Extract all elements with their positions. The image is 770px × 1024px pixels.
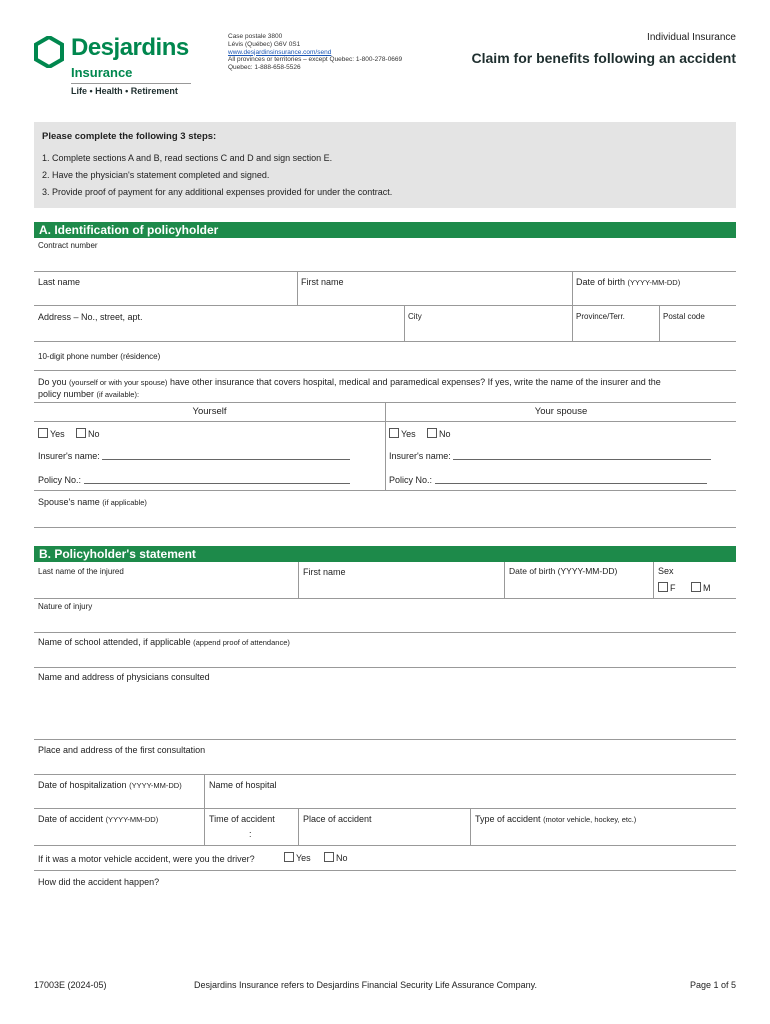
phone-field[interactable] — [34, 360, 736, 370]
accident-date-field[interactable] — [34, 826, 204, 844]
checkbox[interactable] — [38, 428, 48, 438]
how-accident-label: How did the accident happen? — [38, 877, 160, 887]
driver-yes-option[interactable] — [284, 852, 311, 863]
yourself-insurer-row — [38, 451, 350, 461]
address-line: Case postale 3800 — [228, 33, 283, 40]
school-small: (append proof of attendance) — [193, 638, 290, 647]
checkbox[interactable] — [658, 582, 668, 592]
yes-text: Yes — [296, 853, 311, 863]
first-consultation-field[interactable] — [34, 756, 736, 773]
q-text: Do you — [38, 377, 67, 387]
section-a-header: A. Identification of policyholder — [34, 222, 736, 238]
policy-label: Policy No.: — [38, 475, 82, 485]
acc-type-small: (motor vehicle, hockey, etc.) — [543, 815, 637, 824]
time-colon: : — [249, 829, 252, 839]
acc-type-text: Type of accident — [475, 814, 541, 824]
q-text: policy number — [38, 389, 95, 399]
form-title: Claim for benefits following an accident — [471, 50, 736, 66]
spouse-insurer-field[interactable] — [453, 452, 711, 460]
accident-place-field[interactable] — [299, 826, 470, 844]
yourself-policy-field[interactable] — [84, 476, 350, 484]
divider — [34, 341, 736, 342]
first-name-field[interactable] — [298, 288, 572, 304]
injured-last-name-label: Last name of the injured — [38, 567, 124, 576]
no-text: No — [439, 429, 451, 439]
website-link[interactable]: www.desjardinsinsurance.com/send — [228, 48, 332, 56]
yourself-no-option[interactable] — [76, 428, 100, 439]
nature-of-injury-label: Nature of injury — [38, 602, 93, 611]
step-item: 3. Provide proof of payment for any additional expenses provided for under the contract. — [42, 187, 393, 197]
divider — [34, 667, 736, 668]
other-insurance-question-cont — [38, 389, 139, 399]
step-item: 1. Complete sections A and B, read sections C and D and sign section E. — [42, 153, 333, 163]
steps-heading: Please complete the following 3 steps: — [42, 131, 217, 142]
no-text: No — [336, 853, 348, 863]
f-text: F — [670, 583, 676, 593]
sex-label: Sex — [658, 566, 674, 576]
date-format: (YYYY-MM-DD) — [105, 815, 159, 824]
accident-time-label: Time of accident — [209, 814, 275, 824]
contract-number-label: Contract number — [38, 241, 98, 250]
city-field[interactable] — [405, 324, 572, 340]
policy-label: Policy No.: — [389, 475, 433, 485]
divider — [34, 845, 736, 846]
accident-place-label: Place of accident — [303, 814, 372, 824]
desjardins-logo-icon — [34, 36, 64, 68]
divider — [34, 370, 736, 371]
school-label — [38, 637, 290, 647]
injured-dob-label: Date of birth (YYYY-MM-DD) — [509, 566, 618, 576]
physicians-label: Name and address of physicians consulted — [38, 672, 210, 682]
yourself-heading: Yourself — [192, 406, 227, 417]
brand-tagline: Life • Health • Retirement — [71, 86, 178, 96]
checkbox[interactable] — [427, 428, 437, 438]
driver-no-option[interactable] — [324, 852, 348, 863]
steps-box — [34, 122, 736, 208]
sex-m-option[interactable] — [691, 582, 711, 593]
q-text: have other insurance that covers hospital, medical and paramedical expenses? If yes, write the name of the insurer and the — [169, 377, 661, 387]
driver-question: If it was a motor vehicle accident, were you the driver? — [38, 854, 255, 864]
accident-type-field[interactable] — [471, 826, 736, 844]
postal-label: Postal code — [663, 312, 705, 321]
insurer-label: Insurer's name: — [389, 451, 451, 461]
first-name-label: First name — [301, 277, 344, 287]
divider — [34, 632, 736, 633]
province-field[interactable] — [573, 324, 659, 340]
no-text: No — [88, 429, 100, 439]
other-insurance-question — [38, 377, 661, 387]
acc-date-text: Date of accident — [38, 814, 104, 824]
injured-first-name-field[interactable] — [299, 580, 504, 596]
injured-last-name-field[interactable] — [34, 580, 298, 596]
hospitalization-date-field[interactable] — [34, 792, 204, 807]
q-small: (yourself or with your spouse) — [69, 378, 168, 387]
footer-note: Desjardins Insurance refers to Desjardins Financial Security Life Assurance Company. — [194, 980, 537, 990]
hospital-name-label: Name of hospital — [209, 780, 277, 790]
dob-label — [576, 277, 680, 287]
spouse-name-small: (if applicable) — [102, 498, 147, 507]
postal-field[interactable] — [660, 324, 736, 340]
school-field[interactable] — [34, 648, 736, 666]
yourself-insurer-field[interactable] — [102, 452, 350, 460]
spouse-heading: Your spouse — [534, 406, 588, 417]
spouse-policy-field[interactable] — [435, 476, 707, 484]
hospital-name-field[interactable] — [205, 792, 736, 807]
school-text: Name of school attended, if applicable — [38, 637, 191, 647]
spouse-policy-row — [389, 475, 707, 485]
yes-text: Yes — [50, 429, 65, 439]
spouse-name-text: Spouse's name — [38, 497, 100, 507]
divider — [34, 490, 736, 491]
injured-dob-field[interactable] — [505, 580, 653, 596]
address-line: Lévis (Québec) G6V 0S1 — [228, 40, 301, 48]
step-item: 2. Have the physician's statement completed and signed. — [42, 170, 270, 180]
mailing-address — [228, 33, 402, 72]
how-accident-field[interactable] — [34, 890, 736, 960]
logo-divider — [71, 83, 191, 84]
divider — [34, 305, 736, 306]
divider — [34, 421, 736, 422]
yourself-yes-option[interactable] — [38, 428, 65, 439]
brand-sub: Insurance — [71, 65, 133, 80]
province-label: Province/Terr. — [576, 312, 625, 321]
spouse-no-option[interactable] — [427, 428, 451, 439]
date-format: (YYYY-MM-DD) — [129, 781, 182, 790]
brand-name: Desjardins — [71, 34, 189, 61]
form-code: 17003E (2024-05) — [34, 980, 107, 990]
dob-format: (YYYY-MM-DD) — [627, 278, 681, 287]
checkbox[interactable] — [76, 428, 86, 438]
checkbox[interactable] — [324, 852, 334, 862]
section-b-header: B. Policyholder's statement — [34, 546, 736, 562]
spouse-yes-option[interactable] — [389, 428, 416, 439]
physicians-field[interactable] — [34, 684, 736, 738]
city-label: City — [408, 312, 422, 321]
phone-label: 10-digit phone number (résidence) — [38, 352, 161, 361]
divider — [34, 598, 736, 599]
yes-text: Yes — [401, 429, 416, 439]
sex-f-option[interactable] — [658, 582, 676, 593]
hosp-date-text: Date of hospitalization — [38, 780, 127, 790]
accident-type-label — [475, 814, 636, 824]
phone-line: All provinces or territories – except Quebec: 1-800-278-0669 — [228, 56, 403, 64]
dob-field[interactable] — [573, 288, 736, 304]
accident-date-label — [38, 814, 158, 824]
address-field[interactable] — [34, 324, 404, 340]
divider — [34, 774, 736, 775]
spouse-insurer-row — [389, 451, 711, 461]
address-label: Address – No., street, apt. — [38, 312, 143, 322]
insurer-label: Insurer's name: — [38, 451, 100, 461]
nature-of-injury-field[interactable] — [34, 612, 736, 632]
injured-first-name-label: First name — [303, 567, 346, 577]
contract-number-field[interactable] — [34, 248, 736, 270]
spouse-name-label — [38, 497, 147, 507]
checkbox[interactable] — [389, 428, 399, 438]
q-small: (if available): — [96, 390, 140, 399]
spouse-name-field[interactable] — [34, 508, 736, 526]
divider — [34, 527, 736, 528]
m-text: M — [703, 583, 711, 593]
dob-text: Date of birth — [576, 277, 626, 287]
divider — [34, 739, 736, 740]
last-name-field[interactable] — [34, 288, 297, 304]
divider — [653, 562, 654, 598]
checkbox[interactable] — [284, 852, 294, 862]
last-name-label: Last name — [38, 277, 81, 287]
divider — [34, 271, 736, 272]
hospitalization-date-label — [38, 780, 182, 790]
phone-line: Quebec: 1-888-658-5526 — [228, 64, 301, 72]
divider — [34, 870, 736, 871]
checkbox[interactable] — [691, 582, 701, 592]
divider — [34, 808, 736, 809]
yourself-policy-row — [38, 475, 350, 485]
insurance-category: Individual Insurance — [647, 32, 736, 43]
page-number: Page 1 of 5 — [689, 980, 736, 990]
first-consultation-label: Place and address of the first consultation — [38, 745, 206, 755]
